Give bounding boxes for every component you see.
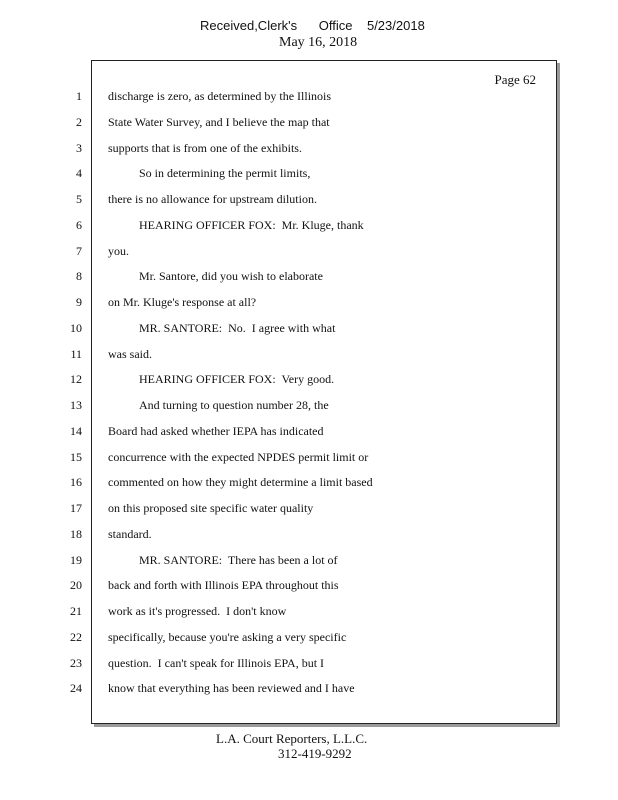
line-number: 11 — [70, 346, 82, 361]
line-number: 3 — [76, 140, 82, 155]
line-number: 2 — [76, 114, 82, 129]
line-number: 15 — [70, 449, 82, 464]
line-number: 20 — [70, 578, 82, 593]
transcript-line: commented on how they might determine a limit based — [108, 475, 373, 490]
line-number: 4 — [76, 166, 82, 181]
transcript-line: on Mr. Kluge's response at all? — [108, 295, 257, 309]
transcript-line: know that everything has been reviewed and I have — [108, 681, 355, 696]
line-number: 19 — [70, 552, 82, 567]
line-number: 18 — [70, 526, 82, 541]
transcript-line: Mr. Santore, did you wish to elaborate — [139, 269, 323, 284]
transcript-line: discharge is zero, as determined by the Illinois — [108, 89, 332, 103]
line-number: 14 — [70, 423, 82, 438]
court-reporter-phone: 312-419-9292 — [278, 746, 352, 761]
line-number: 12 — [70, 372, 82, 387]
speaker-line: HEARING OFFICER FOX: Mr. Kluge, thank — [139, 217, 364, 232]
transcript-line: Board had asked whether IEPA has indicated — [108, 423, 324, 438]
line-number: 21 — [70, 604, 82, 618]
transcript-line: standard. — [108, 526, 152, 541]
transcript-line: work as it's progressed. I don't know — [108, 604, 287, 618]
line-number: 6 — [76, 217, 82, 232]
line-number: 9 — [76, 295, 82, 309]
transcript-line: back and forth with Illinois EPA throughout this — [108, 578, 339, 593]
line-number: 13 — [70, 398, 82, 412]
transcript-line: So in determining the permit limits, — [139, 166, 311, 181]
transcript-line: question. I can't speak for Illinois EPA, but I — [108, 655, 325, 670]
transcript-line: you. — [108, 243, 129, 258]
line-number: 1 — [76, 89, 82, 103]
transcript-line: And turning to question number 28, the — [139, 398, 329, 412]
transcript-line: concurrence with the expected NPDES permit limit or — [108, 449, 369, 464]
line-number: 5 — [76, 192, 82, 206]
transcript-line: State Water Survey, and I believe the map that — [108, 114, 330, 129]
line-number: 16 — [70, 475, 82, 490]
transcript-line: supports that is from one of the exhibits. — [108, 140, 302, 155]
transcript-date: May 16, 2018 — [279, 35, 358, 50]
page-number: Page 62 — [494, 72, 536, 87]
transcript-text — [108, 88, 548, 706]
line-number: 8 — [76, 269, 82, 284]
received-clerk-office-stamp: Received,Clerk's Office 5/23/2018 — [200, 18, 425, 33]
line-number: 17 — [70, 501, 82, 515]
line-number: 22 — [70, 629, 82, 644]
transcript-line: on this proposed site specific water quality — [108, 501, 314, 515]
speaker-line: MR. SANTORE: There has been a lot of — [139, 552, 338, 567]
line-number: 23 — [70, 655, 82, 670]
transcript-line: there is no allowance for upstream dilution. — [108, 192, 317, 206]
line-number: 24 — [70, 681, 82, 696]
speaker-line: HEARING OFFICER FOX: Very good. — [139, 372, 335, 387]
line-number: 10 — [70, 320, 82, 335]
transcript-line: was said. — [108, 346, 152, 361]
line-number: 7 — [76, 243, 82, 258]
speaker-line: MR. SANTORE: No. I agree with what — [139, 320, 336, 335]
line-number-column — [60, 88, 82, 706]
court-reporter-name: L.A. Court Reporters, L.L.C. — [216, 731, 368, 746]
transcript-line: specifically, because you're asking a very specific — [108, 629, 347, 644]
